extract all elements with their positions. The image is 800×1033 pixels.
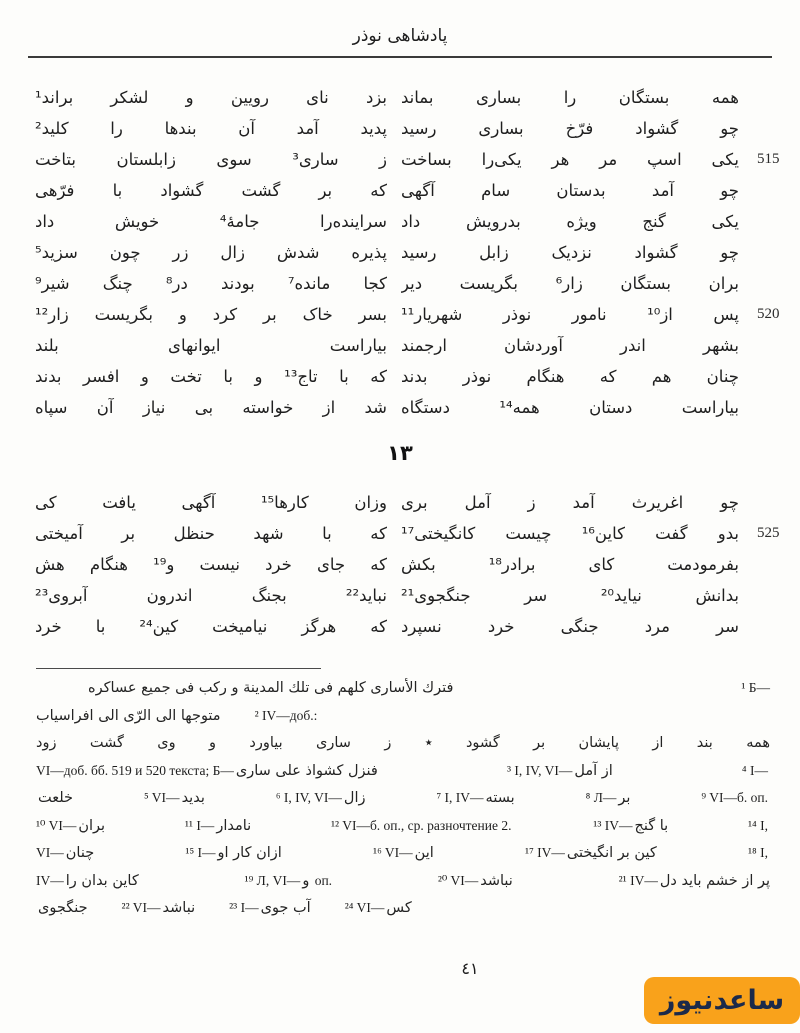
header-divider (28, 56, 772, 58)
footnote-line (36, 818, 770, 846)
footnote-verse: همه بند از پایشان بر گشود ٭ ز ساری بیاورد و وی گشت زود (36, 735, 770, 751)
hemistich-right: چنان هم که هنگام نوذر بدند (401, 367, 739, 386)
hemistich-left: پذیره شدش زال زر چون سزید⁵ (35, 243, 387, 262)
hemistich-right: یکی اسپ مر هر یکی‌را بساخت (401, 150, 739, 169)
hemistich-left: شد از خواسته بی نیاز آن سپاه (35, 398, 387, 417)
apparatus-item: VI—доб. бб. 519 и 520 текста; Б— فنزل كشواذ على ساری (36, 762, 378, 779)
hemistich-right: بدانش نیاید²⁰ سر جنگجوی²¹ (401, 586, 739, 605)
poem-row (35, 611, 780, 642)
hemistich-right: سر مرد جنگی خرد نسپرد (401, 617, 739, 636)
footnote-arabic-text: فترك الأساری كلهم فی تلك المدینة و ركب فی جمیع عساكره (88, 680, 454, 696)
watermark-badge (644, 977, 800, 1024)
apparatus-item: ⁸ Л— بر (585, 790, 631, 806)
poem-row (35, 487, 780, 518)
poem-row (35, 330, 780, 361)
hemistich-left: سراینده‌را جامهٔ⁴ خویش داد (35, 212, 387, 231)
verse-number: 520 (757, 306, 780, 322)
poem-row (35, 361, 780, 392)
poem-row (35, 144, 780, 175)
footnote-arabic-text: متوجها الی الرّی الی افراسیاب (36, 707, 221, 724)
hemistich-left: بیاراست ایوانهای بلند (35, 336, 387, 355)
apparatus-item: ¹⁵ I— ازان کار او (185, 845, 282, 861)
poem-block-2 (0, 487, 800, 642)
apparatus-item: VI— چنان (36, 845, 95, 861)
footnote-line (36, 763, 770, 791)
apparatus-item: ¹⁰ VI— بران (36, 817, 106, 834)
verse-number: 515 (757, 151, 780, 167)
critical-apparatus (0, 680, 800, 928)
footnote-marker: ¹ Б— (741, 680, 770, 695)
poem-row (35, 299, 780, 330)
apparatus-item: ²² VI— نباشد (121, 900, 196, 916)
hemistich-right: چو اغریرث آمد ز آمل بری (401, 493, 739, 512)
hemistich-right: همه بستگان را بساری بماند (401, 88, 739, 107)
hemistich-right: چو گشواد فرّخ بساری رسید (401, 119, 739, 138)
hemistich-right: چو آمد بدستان سام آگهی (401, 181, 739, 200)
poem-row (35, 237, 780, 268)
poem-block-1 (0, 82, 800, 423)
footnote-marker: ² IV—доб.: (254, 707, 318, 723)
apparatus-item: ¹² VI—б. оп., ср. разночтение 2. (330, 817, 512, 833)
hemistich-right: بشهر اندر آوردشان ارجمند (401, 336, 739, 355)
footnote-line (36, 680, 770, 708)
poem-row (35, 580, 780, 611)
apparatus-item: ²⁰ VI— نباشد (437, 872, 513, 889)
hemistich-right: بفرمودمت کای برادر¹⁸ بکش (401, 555, 739, 574)
apparatus-item: ¹⁹ Л, VI— و оп. (244, 872, 333, 889)
apparatus-item: ⁴ I— (741, 762, 768, 778)
apparatus-item: ²¹ IV— پر از خشم باید دل (618, 872, 770, 889)
poem-row (35, 175, 780, 206)
hemistich-left: وزان کارها¹⁵ آگهی یافت کی (35, 493, 387, 512)
footnote-line (36, 708, 770, 736)
apparatus-item: IV— کاین بدان را (36, 872, 139, 889)
footnote-line (36, 873, 770, 901)
hemistich-left: که با شهد حنظل بر آمیختی (35, 524, 387, 543)
section-number: ۱۳ (387, 441, 413, 465)
footnote-divider (36, 668, 321, 669)
footnote-line (36, 845, 770, 873)
apparatus-item: ¹⁶ VI— این (373, 845, 434, 861)
footnote-line (36, 790, 770, 818)
apparatus-item: ²³ I— آب جوی (229, 900, 311, 916)
apparatus-item: ¹¹ I— نامدار (184, 817, 252, 834)
apparatus-item: ¹⁴ I, (747, 817, 768, 833)
poem-row (35, 206, 780, 237)
hemistich-left: که بر گشت گشواد با فرّهی (35, 181, 387, 200)
hemistich-right: بیاراست دستان همه¹⁴ دستگاه (401, 398, 739, 417)
poem-row (35, 113, 780, 144)
footnote-line (36, 735, 770, 763)
apparatus-item: ⁹ VI—б. оп. (701, 790, 768, 805)
verse-number: 525 (757, 525, 780, 541)
hemistich-right: چو گشواد نزدیک زابل رسید (401, 243, 739, 262)
apparatus-item: خلعت (38, 790, 73, 806)
hemistich-left: بسر خاک بر کرد و بگریست زار¹² (35, 305, 387, 324)
poem-row (35, 82, 780, 113)
poem-row (35, 268, 780, 299)
apparatus-item: ⁶ I, IV, VI— زال (275, 790, 366, 806)
apparatus-item: ²⁴ VI— کس (344, 900, 412, 916)
hemistich-right: بدو گفت کاین¹⁶ چیست کانگیختی¹⁷ (401, 524, 739, 543)
apparatus-item: ¹³ IV— با گنج (593, 817, 669, 834)
page-number: ٤١ (461, 959, 479, 978)
poem-row (35, 392, 780, 423)
apparatus-item: جنگجوی (38, 900, 88, 916)
apparatus-item: ⁷ I, IV— بسته (436, 790, 515, 806)
footnote-line (36, 900, 770, 928)
hemistich-left: که جای خرد نیست و¹⁹ هنگام هش (35, 555, 387, 574)
poem-row (35, 518, 780, 549)
hemistich-left: که هرگز نیامیخت کین²⁴ با خرد (35, 617, 387, 636)
hemistich-left: کجا مانده⁷ بودند در⁸ چنگ شیر⁹ (35, 274, 387, 293)
page-title: پادشاهی نوذر (352, 26, 448, 46)
apparatus-item: ⁵ VI— بدید (143, 790, 205, 806)
hemistich-left: نباید²² بجنگ اندرون آبروی²³ (35, 586, 387, 605)
watermark-text: ساعدنیوز (659, 985, 785, 1016)
apparatus-item: ¹⁷ IV— کین بر انگیختی (525, 845, 657, 861)
hemistich-right: یکی گنج ویژه بدرویش داد (401, 212, 739, 231)
apparatus-item: ³ I, IV, VI— از آمل (506, 762, 613, 779)
hemistich-left: بزد نای رویین و لشکر براند¹ (35, 88, 387, 107)
hemistich-left: ز ساری³ سوی زابلستان بتاخت (35, 150, 387, 169)
hemistich-right: بران بستگان زار⁶ بگریست دیر (401, 274, 739, 293)
hemistich-left: که با تاج¹³ و با تخت و افسر بدند (35, 367, 387, 386)
hemistich-left: پدید آمد آن بندها را کلید² (35, 119, 387, 138)
apparatus-item: ¹⁸ I, (747, 845, 768, 860)
poem-row (35, 549, 780, 580)
hemistich-right: پس از¹⁰ نامور نوذر شهریار¹¹ (401, 305, 739, 324)
